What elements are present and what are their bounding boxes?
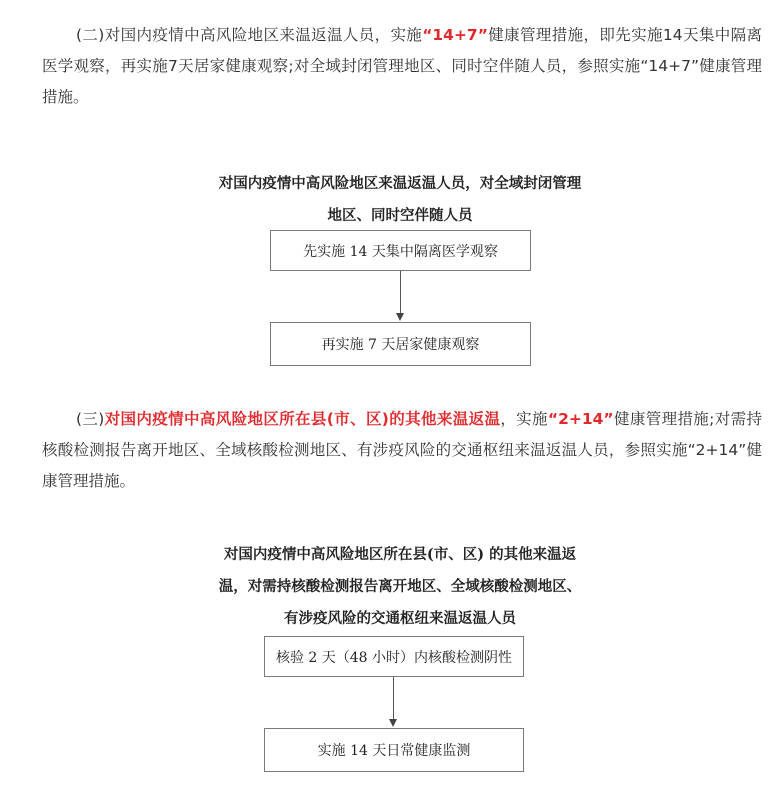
section-3-middle: ，实施 [500, 410, 548, 428]
flow-2-title-line-3: 有涉疫风险的交通枢纽来温返温人员 [284, 610, 516, 627]
flow-1-title-line-2: 地区、同时空伴随人员 [327, 207, 473, 224]
flow-1-step-1-label: 先实施 14 天集中隔离医学观察 [303, 243, 498, 260]
section-2-prefix: (二)对国内疫情中高风险地区来温返温人员，实施 [76, 26, 423, 44]
flow-2-step-1-label: 核验 2 天（48 小时）内核酸检测阴性 [275, 649, 513, 666]
flow-2-arrow-head [389, 719, 397, 727]
section-3-lead: (三) [76, 410, 105, 428]
section-3-highlight-lead: 对国内疫情中高风险地区所在县(市、区)的其他来温返温 [104, 410, 501, 428]
flow-2-arrow-line [393, 677, 394, 721]
flow-2-title-line-2: 温，对需持核酸检测报告离开地区、全域核酸检测地区、 [218, 578, 582, 595]
section-2-paragraph [42, 20, 762, 113]
flow-1-title-line-1: 对国内疫情中高风险地区来温返温人员，对全域封闭管理 [218, 175, 582, 192]
section-3-highlight: “2+14” [547, 410, 614, 428]
flow-2-step-1-box [264, 636, 524, 677]
flow-1-step-1-box [270, 230, 531, 271]
section-3-paragraph [42, 404, 762, 497]
flow-1-step-2-box [270, 322, 531, 366]
flow-1-step-2-label: 再实施 7 天居家健康观察 [321, 337, 480, 353]
flow-2-step-2-label: 实施 14 天日常健康监测 [317, 743, 471, 759]
section-2-highlight: “14+7” [422, 26, 488, 44]
flow-2-title-line-1: 对国内疫情中高风险地区所在县(市、区) 的其他来温返 [223, 546, 577, 563]
flow-1-arrow-head [396, 313, 404, 321]
flow-1-arrow-line [400, 271, 401, 315]
section-2-suffix: 健康管理措施，即先实施14天集中隔离医学观察，再实施7天居家健康观察;对全域封闭管理地区、同时空伴随人员，参照实施“14+7”健康管理措施。 [42, 26, 762, 106]
section-3-suffix: 健康管理措施;对需持核酸检测报告离开地区、全域核酸检测地区、有涉疫风险的交通枢纽来温返温人员，参照实施“2+14”健康管理措施。 [42, 410, 762, 490]
flow-2-step-2-box [264, 728, 524, 772]
